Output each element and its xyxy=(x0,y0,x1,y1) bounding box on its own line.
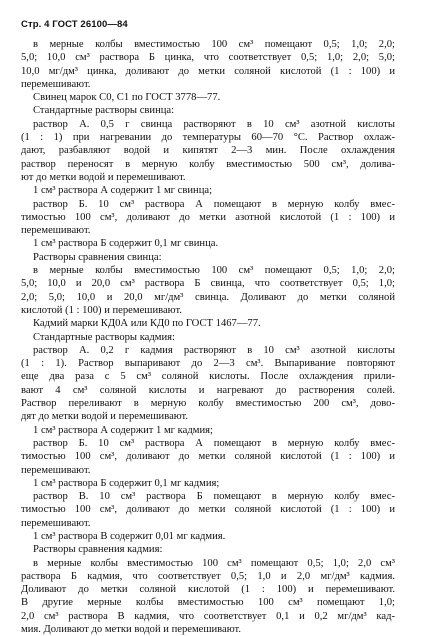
text-line: (1 : 1) при нагревании до температуры 60—70 °С. Раствор охлаж- xyxy=(21,132,395,144)
text-line: тимостью 100 см³, доливают до метки азотной кислотой (1 : 100) и xyxy=(21,211,395,223)
text-line: в мерные колбы вместимостью 100 см³ помещают 0,5; 1,0; 2,0; xyxy=(33,265,395,277)
text-line: раствора Б кадмия, что соответствует 0,5; 1,0 и 2,0 мг/дм³ кадмия. xyxy=(21,570,395,582)
text-line: раствор переносят в мерную колбу вместимостью 500 см³, долива- xyxy=(21,158,395,170)
text-line: Стандартные растворы кадмия: xyxy=(33,331,175,343)
text-line: 1 см³ раствора А содержит 1 мг свинца; xyxy=(33,185,213,197)
text-line: раствор В. 10 см³ раствора Б помещают в мерную колбу вмес- xyxy=(33,491,395,503)
text-line: Растворы сравнения кадмия: xyxy=(33,544,163,556)
text-line: перемешивают. xyxy=(21,517,91,529)
text-line: дают, разбавляют водой и кипятят 2—3 мин. После охлаждения xyxy=(21,145,395,157)
text-line: Свинец марок С0, С1 по ГОСТ 3778—77. xyxy=(33,92,221,104)
text-line: 1 см³ раствора Б содержит 0,1 мг кадмия; xyxy=(33,477,220,489)
text-line: 2,0; 5,0; 10,0 и 20,0 мг/дм³ свинца. Доливают до метки соляной xyxy=(21,291,395,303)
text-line: кислотой (1 : 100) и перемешивают. xyxy=(21,304,182,316)
text-line: в мерные колбы вместимостью 100 см³ помещают 0,5; 1,0; 2,0; xyxy=(33,39,395,50)
document-body xyxy=(21,38,395,636)
text-line: вают 4 см³ соляной кислоты и нагревают до растворения солей. xyxy=(21,384,395,396)
text-line: 1 см³ раствора Б содержит 0,1 мг свинца. xyxy=(33,238,219,250)
text-line: 5,0; 10,0 и 20,0 см³ раствора Б свинца, что соответствует 0,5; 1,0; xyxy=(21,278,395,290)
text-line: 2,0 см³ раствора В кадмия, что соответствует 0,1 и 0,2 мг/дм³ кад- xyxy=(21,610,395,622)
text-line: раствор А. 0,5 г свинца растворяют в 10 см³ азотной кислоты xyxy=(33,118,395,130)
text-line: перемешивают. xyxy=(21,225,91,237)
page-header: Стр. 4 ГОСТ 26100—84 xyxy=(21,19,128,30)
text-line: тимостью 100 см³, доливают до метки соляной кислотой (1 : 100) и xyxy=(21,451,395,463)
text-line: перемешивают. xyxy=(21,464,91,476)
text-line: 5,0; 10,0 см³ раствора Б цинка, что соответствует 0,5; 1,0; 2,0; 5,0; xyxy=(21,52,395,64)
text-line: мия. Доливают до метки водой и перемешивают. xyxy=(21,624,242,636)
text-line: дят до метки водой и перемешивают. xyxy=(21,411,189,423)
text-line: раствор Б. 10 см³ раствора А помещают в мерную колбу вмес- xyxy=(33,198,395,210)
text-line: 1 см³ раствора В содержит 0,01 мг кадмия. xyxy=(33,530,226,542)
text-line: Стандартные растворы свинца: xyxy=(33,105,175,117)
text-line: Доливают до метки соляной кислотой (1 : 100) и перемешивают. xyxy=(21,584,395,596)
text-line: раствор А. 0,2 г кадмия растворяют в 10 см³ азотной кислоты xyxy=(33,344,395,356)
text-line: Кадмий марки КД0А или КД0 по ГОСТ 1467—77. xyxy=(33,318,261,330)
text-line: еще два раза с 5 см³ соляной кислоты. После охлаждения прили- xyxy=(21,371,395,383)
text-line: (1 : 1). Раствор выпаривают до 2—3 см³. Выпаривание повторяют xyxy=(21,358,395,370)
text-line: Растворы сравнения свинца: xyxy=(33,251,162,263)
text-line: 1 см³ раствора А содержит 1 мг кадмия; xyxy=(33,424,213,436)
text-line: в мерные колбы вместимостью 100 см³ помещают 0,5; 1,0; 2,0 см³ xyxy=(33,557,395,569)
text-line: раствор Б. 10 см³ раствора А помещают в мерную колбу вмес- xyxy=(33,437,395,449)
text-line: ют до метки водой и перемешивают. xyxy=(21,171,186,183)
text-line: В другие мерные колбы вместимостью 100 см³ помещают 1,0; xyxy=(21,597,395,609)
text-line: тимостью 100 см³, доливают до метки соляной кислотой (1 : 100) и xyxy=(21,504,395,516)
text-line: Раствор переливают в мерную колбу вместимостью 200 см³, дово- xyxy=(21,398,395,410)
text-line: перемешивают. xyxy=(21,78,91,90)
text-line: 10,0 мг/дм³ цинка, доливают до метки соляной кислотой (1 : 100) и xyxy=(21,65,395,77)
